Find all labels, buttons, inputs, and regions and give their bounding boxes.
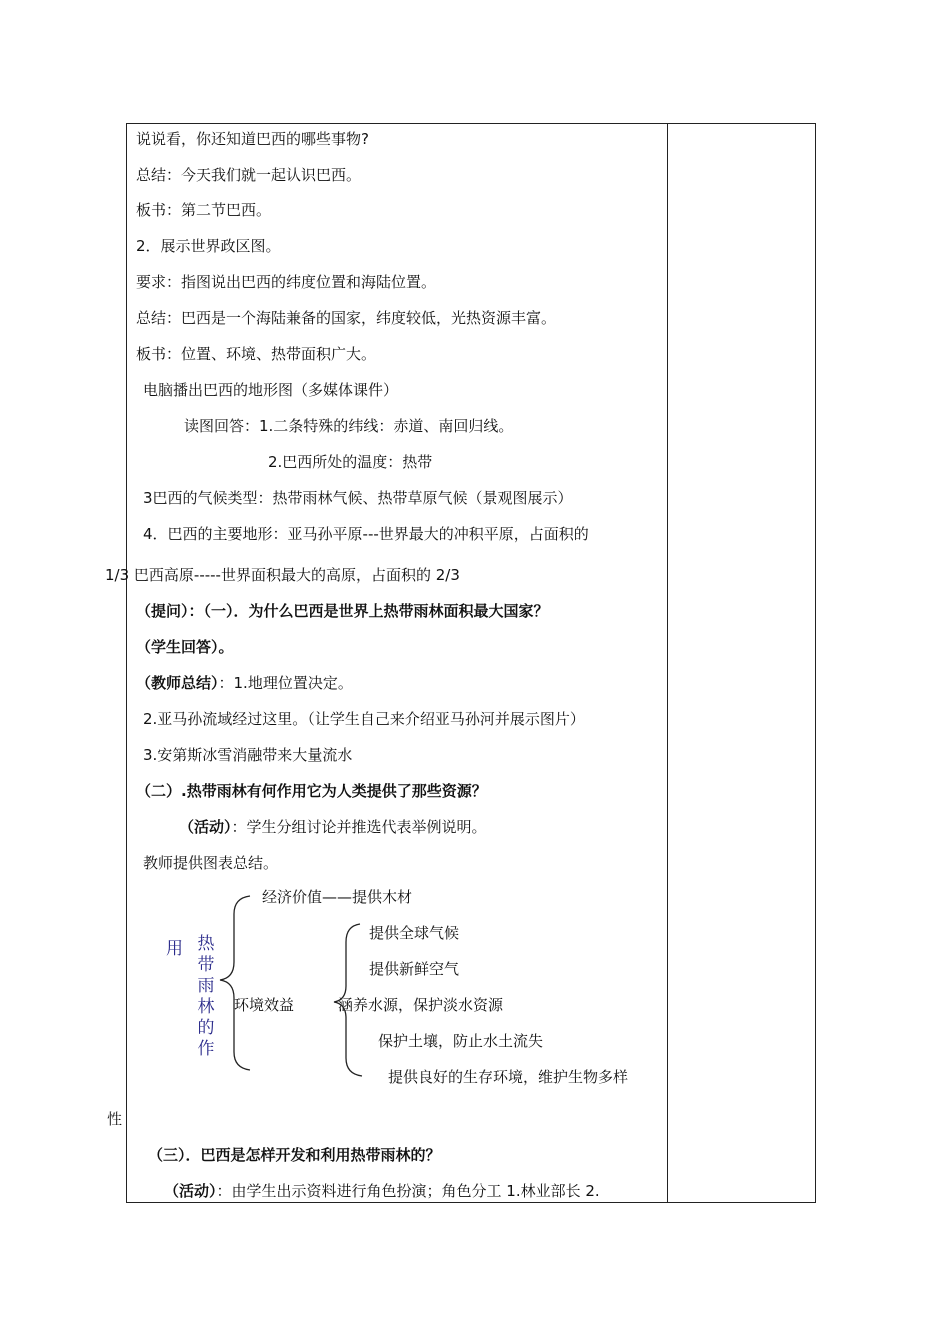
diagram-env-item: 提供全球气候 <box>369 924 460 942</box>
text-line: 板书：第二节巴西。 <box>136 201 272 219</box>
diagram-env-item: 涵养水源，保护淡水资源 <box>338 996 504 1014</box>
text-line: 总结：今天我们就一起认识巴西。 <box>136 166 362 184</box>
brace-main <box>220 896 250 1070</box>
text-line: 性 <box>107 1110 123 1128</box>
text-line: 说说看，你还知道巴西的哪些事物? <box>136 130 369 148</box>
diagram-root-vertical: 热带雨林的作 <box>197 934 215 1059</box>
text-line: 板书：位置、环境、热带面积广大。 <box>136 345 377 363</box>
text-line: 4．巴西的主要地形：亚马孙平原---世界最大的冲积平原，占面积的 <box>143 525 589 543</box>
text-line: 3巴西的气候类型：热带雨林气候、热带草原气候（景观图展示） <box>143 489 573 507</box>
text-line: 电脑播出巴西的地形图（多媒体课件） <box>143 381 399 399</box>
text-line <box>164 1181 600 1201</box>
text-line: 2.亚马孙流域经过这里。（让学生自己来介绍亚马孙河并展示图片） <box>143 710 585 728</box>
text-line: 2.巴西所处的温度：热带 <box>268 453 433 471</box>
text-line: 3.安第斯冰雪消融带来大量流水 <box>143 746 353 764</box>
text-line: 2．展示世界政区图。 <box>136 237 281 255</box>
activity-text: ：由学生出示资料进行角色扮演；角色分工 1.林业部长 2. <box>216 1182 600 1200</box>
text-line: 总结：巴西是一个海陆兼备的国家，纬度较低，光热资源丰富。 <box>136 309 557 327</box>
question-heading: （提问）：（一）．为什么巴西是世界上热带雨林面积最大国家？ <box>136 602 549 620</box>
diagram-environment: 环境效益 <box>234 996 295 1014</box>
diagram-env-item: 提供新鲜空气 <box>369 960 460 978</box>
diagram-side-char: 用 <box>166 939 183 959</box>
text-line: 读图回答：1.二条特殊的纬线：赤道、南回归线。 <box>184 417 514 435</box>
activity-label: （活动） <box>179 818 232 836</box>
brace-environment <box>334 924 362 1076</box>
teacher-summary-label: （教师总结） <box>136 674 219 692</box>
diagram-env-item: 保护土壤，防止水土流失 <box>378 1032 544 1050</box>
text-line: （学生回答）。 <box>136 638 234 656</box>
activity-text: ：学生分组讨论并推选代表举例说明。 <box>231 818 487 836</box>
teacher-summary-text: ：1.地理位置决定。 <box>218 674 353 692</box>
text-line: 1/3 巴西高原-----世界面积最大的高原，占面积的 2/3 <box>105 566 460 584</box>
activity-label: （活动） <box>164 1182 217 1200</box>
question-heading: （二）.热带雨林有何作用它为人类提供了那些资源？ <box>136 782 487 800</box>
diagram-economic: 经济价值——提供木材 <box>262 888 413 906</box>
diagram-env-item: 提供良好的生存环境，维护生物多样 <box>388 1068 629 1086</box>
text-line: 要求：指图说出巴西的纬度位置和海陆位置。 <box>136 273 437 291</box>
question-heading: （三）．巴西是怎样开发和利用热带雨林的？ <box>148 1146 441 1164</box>
text-line: 教师提供图表总结。 <box>143 854 279 872</box>
